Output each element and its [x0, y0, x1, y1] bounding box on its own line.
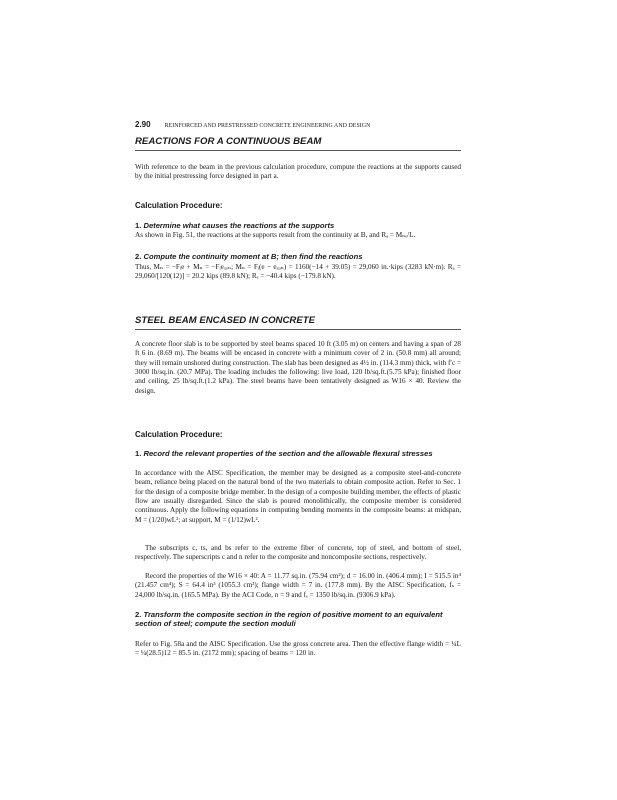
step-1-1-text: As shown in Fig. 51, the reactions at the supports result from the continuity at B, and Rₐ = Mₙₑ/L. — [135, 231, 416, 239]
section2-intro: A concrete floor slab is to be supported by steel beams spaced 10 ft (3.05 m) on centers and having a span of 28 ft 6 in. (8.69 m). The beams will be encased in concrete with a minimum cover of 2 in. (50.8 mm) all around; they will remain unshored during construction. The slab has been designed as 4½ in. (114.3 mm) thick, with f′c = 3000 lb/sq.in. (20.7 MPa). The loading includes the following: live load, 120 lb/sq.ft.(5.75 kPa); finished floor and ceiling, 25 lb/sq.ft.(1.2 kPa). The steel beams have been tentatively designed as W16 × 40. Review the design. — [135, 340, 461, 395]
step-2-1-para2: The subscripts c, ts, and bs refer to the extreme fiber of concrete, top of steel, and bottom of steel, respectively. The superscripts c and n refer to the composite and noncomposite sections, respectively. — [135, 544, 461, 562]
step-2-1-para1: In accordance with the AISC Specification, the member may be designed as a composite steel-and-concrete beam, reliance being placed on the natural bond of the two materials to obtain composite action. Refer to Sec. 1 for the design of a composite bridge member. In the design of a composite building member, the effects of plastic flow are usually disregarded. Since the slab is poured monolithically, the composite member is considered continuous. Apply the following equations in computing bending moments in the composite beams: at midspan, M = (1/20)wL²; at support, M = (1/12)wL². — [135, 469, 461, 524]
step-2-2-text: Refer to Fig. 58a and the AISC Specification. Use the gross concrete area. Then the effective flange width = ¼L = ¼(28.5)12 = 85.5 in. (2172 mm); spacing of beams = 120 in. — [135, 640, 461, 658]
step-title: Determine what causes the reactions at the supports — [143, 221, 335, 230]
step-title: Transform the composite section in the region of positive moment to an equivalent section of steel; compute the section moduli — [135, 610, 443, 629]
step-number: 1. — [135, 449, 142, 458]
procedure-heading-2: Calculation Procedure: — [135, 430, 223, 439]
section1-intro: With reference to the beam in the previous calculation procedure, compute the reactions at the supports caused by the initial prestressing force designed in part a. — [135, 163, 461, 181]
step-number: 1. — [135, 221, 142, 230]
section-title-reactions: REACTIONS FOR A CONTINUOUS BEAM — [135, 136, 461, 151]
step-title: Compute the continuity moment at B; then find the reactions — [143, 252, 363, 261]
step-number: 2. — [135, 610, 142, 619]
section-title-steel-beam: STEEL BEAM ENCASED IN CONCRETE — [135, 315, 461, 330]
page-number: 2.90 — [135, 120, 151, 129]
step-title: Record the relevant properties of the section and the allowable flexural stresses — [143, 449, 433, 458]
step-1-2-text: Thus, Mₙ = −Fᵢe + Mₙ = −Fᵢeₓₒₙ; Mₙ = Fᵢ(e − eₓₒₙ) = 1160(−14 + 39.05) = 29,060 in.·kips (3283 kN·m). Rₐ = 29,060/[120(12)] = 20.2 kips (89.8 kN); Rₑ = −40.4 kips (−179.8 kN). — [135, 263, 461, 281]
book-title: REINFORCED AND PRESTRESSED CONCRETE ENGINEERING AND DESIGN — [164, 123, 371, 129]
step-number: 2. — [135, 252, 142, 261]
step-2-1-para3: Record the properties of the W16 × 40: A = 11.77 sq.in. (75.94 cm²); d = 16.00 in. (406.4 mm); I = 515.5 in⁴ (21.457 cm⁴); S = 64.4 in³ (1055.3 cm³); flange width = 7 in. (177.8 mm). By the AISC Specification, fₛ = 24,000 lb/sq.in. (165.5 MPa). By the ACI Code, n = 9 and fₑ = 1350 lb/sq.in. (9306.9 kPa). — [135, 572, 461, 599]
running-header — [135, 114, 470, 132]
step-heading-1-1 — [135, 221, 461, 230]
step-heading-2-2 — [135, 610, 461, 628]
step-heading-1-2 — [135, 252, 461, 261]
procedure-heading-1: Calculation Procedure: — [135, 201, 223, 210]
step-heading-2-1 — [135, 449, 461, 458]
